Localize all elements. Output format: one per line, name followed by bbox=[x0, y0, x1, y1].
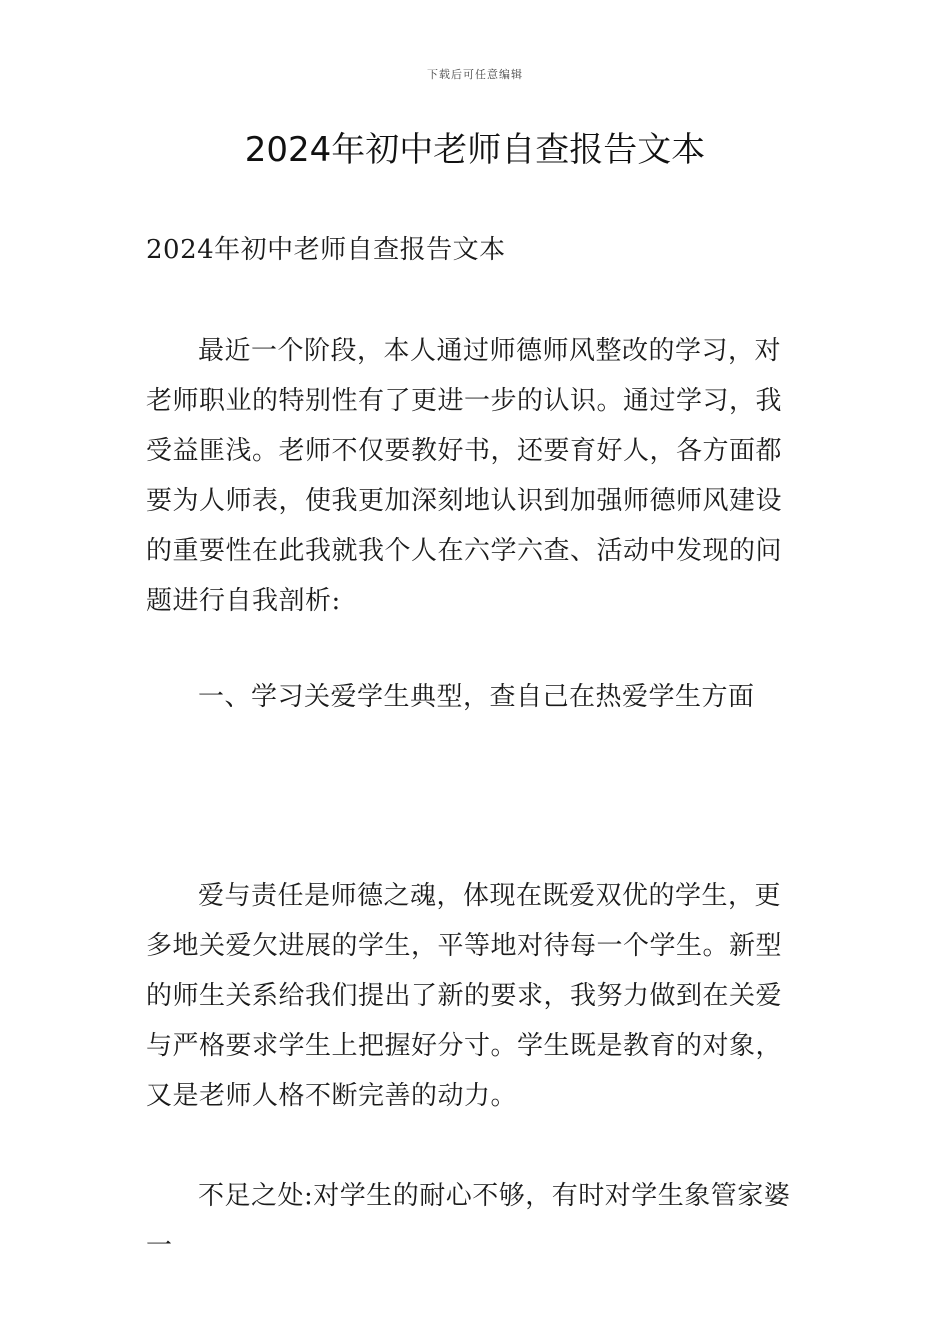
section-heading-1: 一、学习关爱学生典型，查自己在热爱学生方面 bbox=[198, 682, 755, 712]
document-title: 2024年初中老师自查报告文本 bbox=[244, 130, 706, 170]
paragraph-shortcomings: 不足之处:对学生的耐心不够，有时对学生象管家婆一 bbox=[146, 1181, 791, 1261]
paragraph-intro: 最近一个阶段，本人通过师德师风整改的学习，对老师职业的特别性有了更进一步的认识。通过学习，我受益匪浅。老师不仅要教好书，还要育好人，各方面都要为人师表，使我更加深刻地认识到加强师德师风建设的重要性在此我就我个人在六学六查、活动中发现的问题进行自我剖析: bbox=[146, 336, 783, 616]
document-subtitle: 2024年初中老师自查报告文本 bbox=[146, 235, 506, 265]
header-note: 下载后可任意编辑 bbox=[427, 68, 523, 81]
paragraph-love-responsibility: 爱与责任是师德之魂，体现在既爱双优的学生，更多地关爱欠进展的学生，平等地对待每一个学生。新型的师生关系给我们提出了新的要求，我努力做到在关爱与严格要求学生上把握好分寸。学生既是教育的对象，又是老师人格不断完善的动力。 bbox=[146, 881, 783, 1111]
